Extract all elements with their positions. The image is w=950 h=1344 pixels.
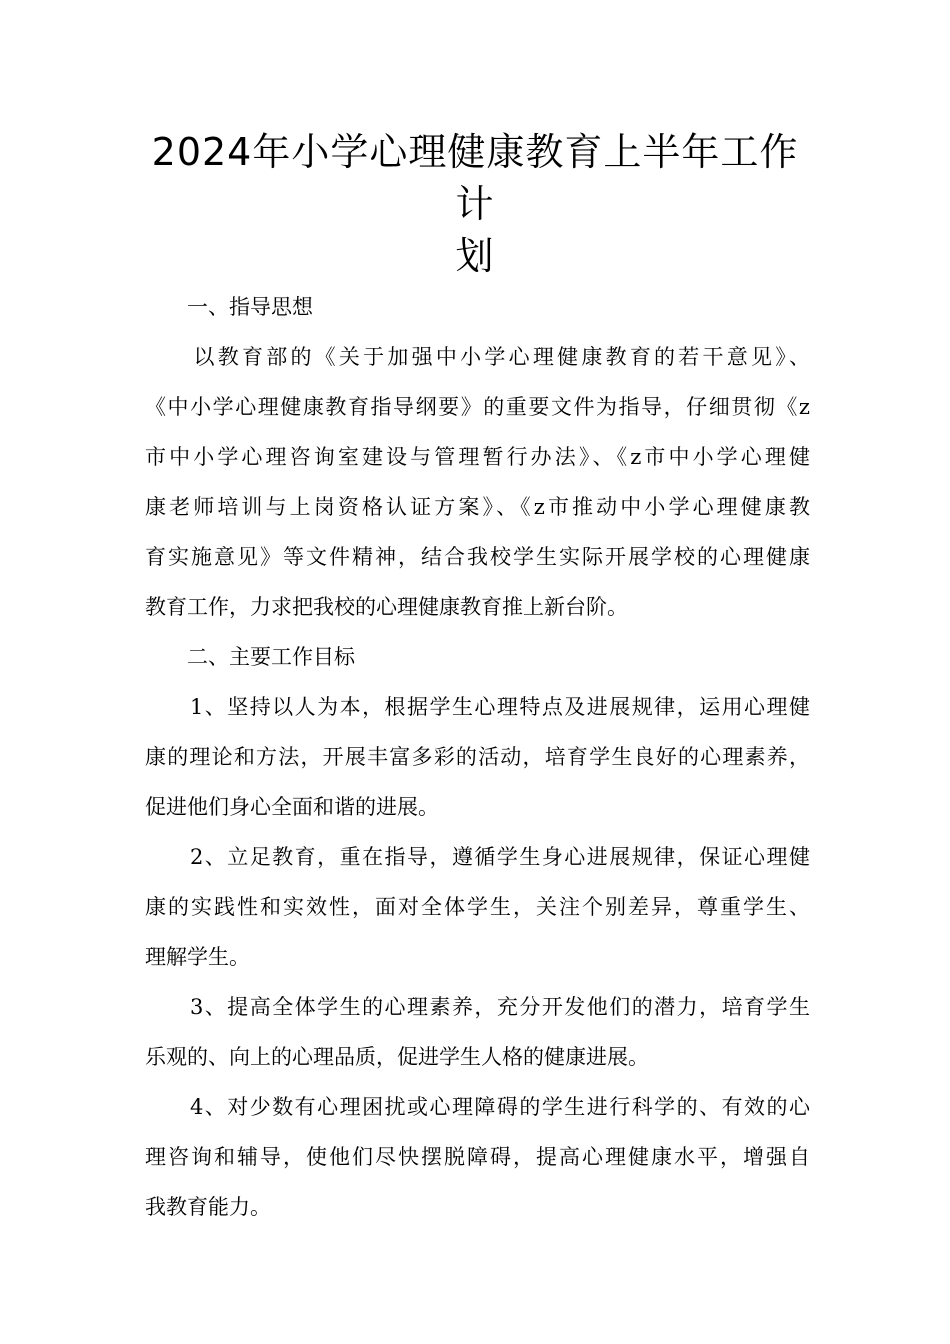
paragraph-line: 康老师培训与上岗资格认证方案》、《z市推动中小学心理健康教 [145,495,810,519]
paragraph-line: 1、坚持以人为本，根据学生心理特点及进展规律，运用心理健 [145,695,810,719]
section-heading-guiding-ideology: 一、指导思想 [145,295,313,319]
paragraph-line: 促进他们身心全面和谐的进展。 [145,795,439,819]
section-heading-main-goals: 二、主要工作目标 [145,645,355,669]
paragraph-line: 2、立足教育，重在指导，遵循学生身心进展规律，保证心理健 [145,845,810,869]
paragraph-line: 理咨询和辅导，使他们尽快摆脱障碍，提高心理健康水平，增强自 [145,1145,810,1169]
title-line-2: 划 [455,234,495,278]
paragraph-line: 3、提高全体学生的心理素养，充分开发他们的潜力，培育学生 [145,995,810,1019]
paragraph-line: 育实施意见》等文件精神，结合我校学生实际开展学校的心理健康 [145,545,810,569]
document-title [140,126,810,282]
paragraph-line: 以教育部的《关于加强中小学心理健康教育的若干意见》、 [145,345,810,369]
paragraph-line: 乐观的、向上的心理品质，促进学生人格的健康进展。 [145,1045,649,1069]
document-body [145,282,810,1232]
paragraph-line: 《中小学心理健康教育指导纲要》的重要文件为指导，仔细贯彻《z [145,395,810,419]
paragraph-line: 理解学生。 [145,945,250,969]
title-line-1: 2024年小学心理健康教育上半年工作计 [151,130,799,226]
paragraph-line: 康的实践性和实效性，面对全体学生，关注个别差异，尊重学生、 [145,895,810,919]
paragraph-line: 我教育能力。 [145,1195,271,1219]
paragraph-line: 教育工作，力求把我校的心理健康教育推上新台阶。 [145,595,628,619]
paragraph-line: 市中小学心理咨询室建设与管理暂行办法》、《z市中小学心理健 [145,445,810,469]
paragraph-line: 康的理论和方法，开展丰富多彩的活动，培育学生良好的心理素养， [145,745,810,769]
paragraph-line: 4、对少数有心理困扰或心理障碍的学生进行科学的、有效的心 [145,1095,810,1119]
